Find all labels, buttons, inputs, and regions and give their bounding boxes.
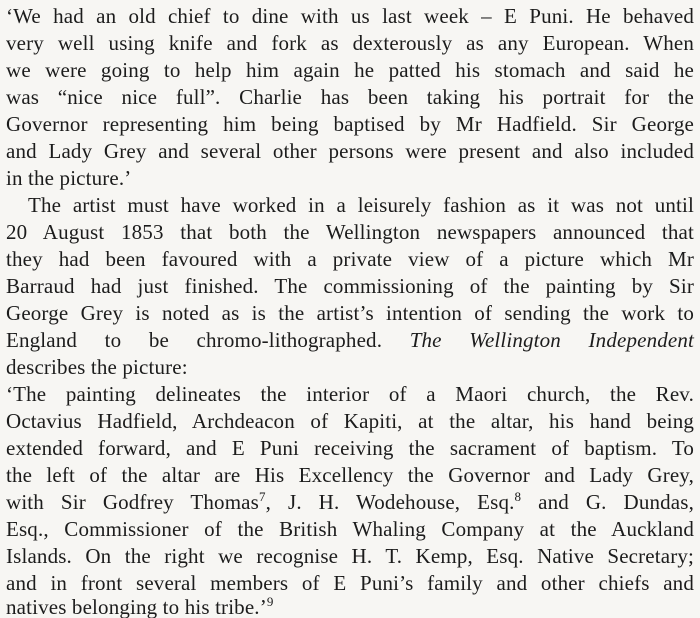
footnote-ref-8: 8 [514,489,522,504]
text-line-2: very well using knife and fork as dexterously as any European. When [6,31,694,55]
footnote-ref-9: 9 [266,594,274,609]
text-line-9: 20 August 1853 that both the Wellington newspapers announced that [6,220,694,244]
text-line-13-roman: England to be chromo-lithographed. [6,328,383,352]
text-line-19 [6,489,694,515]
text-line-15: ‘The painting delineates the interior of a Maori church, the Rev. [6,382,694,406]
newspaper-title: The Wellington Independent [409,328,694,352]
text-line-7: in the picture.’ [6,166,132,190]
text-line-13 [6,327,694,353]
text-line-10: they had been favoured with a private view of a picture which Mr [6,247,694,271]
footnote-ref-7: 7 [258,489,266,504]
text-line-20: Esq., Commissioner of the British Whaling Company at the Auckland [6,517,694,541]
text-line-19-part-2: , J. H. Wodehouse, Esq. [265,490,515,514]
text-line-22: and in front several members of E Puni’s family and other chiefs and [6,571,694,595]
text-line-3: we were going to help him again he patted his stomach and said he [6,58,694,82]
text-line-12: George Grey is noted as is the artist’s intention of sending the work to [6,301,694,325]
text-line-6: and Lady Grey and several other persons were present and also included [6,139,694,163]
text-line-21: Islands. On the right we recognise H. T. Kemp, Esq. Native Secretary; [6,544,694,568]
text-line-16: Octavius Hadfield, Archdeacon of Kapiti, at the altar, his hand being [6,409,694,433]
text-line-23-text: natives belonging to his tribe.’ [6,595,267,618]
text-line-19-part-3: and G. Dundas, [521,490,694,514]
text-line-4: was “nice nice full”. Charlie has been taking his portrait for the [6,85,694,109]
text-line-1: ‘We had an old chief to dine with us last week – E Puni. He behaved [6,4,694,28]
text-line-19-part-1: with Sir Godfrey Thomas [6,490,259,514]
text-line-14: describes the picture: [6,355,188,379]
text-line-5: Governor representing him being baptised by Mr Hadfield. Sir George [6,112,694,136]
text-line-18: the left of the altar are His Excellency the Governor and Lady Grey, [6,463,694,487]
text-line-8: The artist must have worked in a leisurely fashion as it was not until [28,193,694,217]
text-line-23 [6,594,694,618]
text-line-11: Barraud had just finished. The commissioning of the painting by Sir [6,274,694,298]
text-line-17: extended forward, and E Puni receiving the sacrament of baptism. To [6,436,694,460]
